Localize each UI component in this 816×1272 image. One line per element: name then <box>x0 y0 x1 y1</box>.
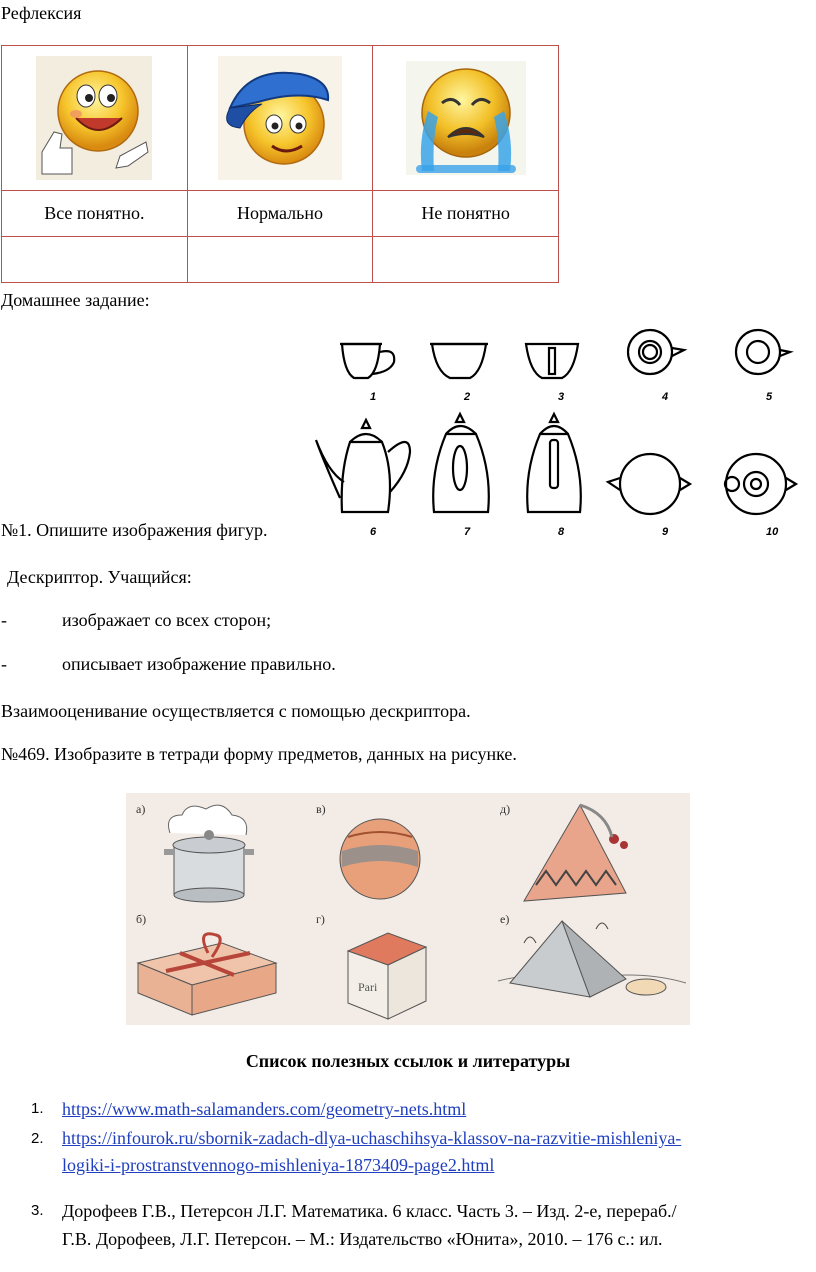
task1-text: №1. Опишите изображения фигур. <box>1 520 268 540</box>
reflection-label-unclear: Не понятно <box>373 191 559 237</box>
descriptor-heading: Дескриптор. Учащийся: <box>7 567 192 587</box>
figure-number: 3 <box>558 391 565 403</box>
picture-label: б) <box>136 912 147 926</box>
thumbs-up-smiley-icon <box>36 56 152 180</box>
reflection-heading: Рефлексия <box>1 3 82 23</box>
reference-link-infourok-cont[interactable]: logiki-i-prostranstvennogo-mishleniya-1873409-page2.html <box>62 1155 495 1175</box>
objects-shapes-illustration <box>126 793 690 1025</box>
peer-assessment-text: Взаимооценивание осуществляется с помощью дескриптора. <box>1 701 471 721</box>
reflection-vote-cell[interactable] <box>187 237 373 283</box>
figure-number: 8 <box>558 526 565 538</box>
references-heading: Список полезных ссылок и литературы <box>245 1051 571 1071</box>
reflection-icon-cell <box>2 46 188 191</box>
figure-number: 5 <box>766 391 773 403</box>
figure-number: 7 <box>464 526 471 538</box>
homework-heading: Домашнее задание: <box>1 290 150 310</box>
reference-book: Дорофеев Г.В., Петерсон Л.Г. Математика. 6 класс. Часть 3. – Изд. 2-е, перераб./ <box>62 1201 677 1221</box>
reflection-vote-cell[interactable] <box>2 237 188 283</box>
task469-text: №469. Изобразите в тетради форму предметов, данных на рисунке. <box>1 744 517 764</box>
reflection-label-normal: Нормально <box>187 191 373 237</box>
reflection-icon-cell <box>187 46 373 191</box>
reference-number: 3. <box>31 1202 44 1219</box>
figure-number: 10 <box>766 526 779 538</box>
picture-label: д) <box>500 802 511 816</box>
reference-number: 2. <box>31 1130 44 1147</box>
reference-book-cont: Г.В. Дорофеев, Л.Г. Петерсон. – М.: Издательство «Юнита», 2010. – 176 с.: ил. <box>62 1229 663 1249</box>
cube-drawing <box>348 933 426 1019</box>
descriptor-bullet: - <box>1 654 7 674</box>
reflection-vote-cell[interactable] <box>373 237 559 283</box>
descriptor-bullet: - <box>1 610 7 630</box>
descriptor-item: описывает изображение правильно. <box>62 654 336 674</box>
crying-smiley-icon <box>406 61 526 175</box>
picture-label: а) <box>136 802 146 816</box>
figure-number: 9 <box>662 526 669 538</box>
reflection-icon-cell <box>373 46 559 191</box>
figure-number: 1 <box>370 391 377 403</box>
reference-link-math-salamanders[interactable]: https://www.math-salamanders.com/geometry-nets.html <box>62 1099 467 1119</box>
reflection-table <box>1 45 559 283</box>
cups-teapots-figure <box>310 322 810 542</box>
svg-text:Pari: Pari <box>358 980 378 994</box>
picture-label: в) <box>316 802 326 816</box>
figure-number: 2 <box>464 391 471 403</box>
reference-link-infourok[interactable]: https://infourok.ru/sbornik-zadach-dlya-uchaschihsya-klassov-na-razvitie-mishleniya- <box>62 1128 682 1148</box>
reflection-label-all-clear: Все понятно. <box>2 191 188 237</box>
picture-label: е) <box>500 912 510 926</box>
pot-drawing <box>164 805 254 902</box>
descriptor-item: изображает со всех сторон; <box>62 610 272 630</box>
figure-number: 6 <box>370 526 377 538</box>
ball-drawing <box>340 819 420 899</box>
reference-number: 1. <box>31 1100 44 1117</box>
picture-label: г) <box>316 912 325 926</box>
figure-number: 4 <box>662 391 669 403</box>
cap-smiley-icon <box>218 56 342 180</box>
